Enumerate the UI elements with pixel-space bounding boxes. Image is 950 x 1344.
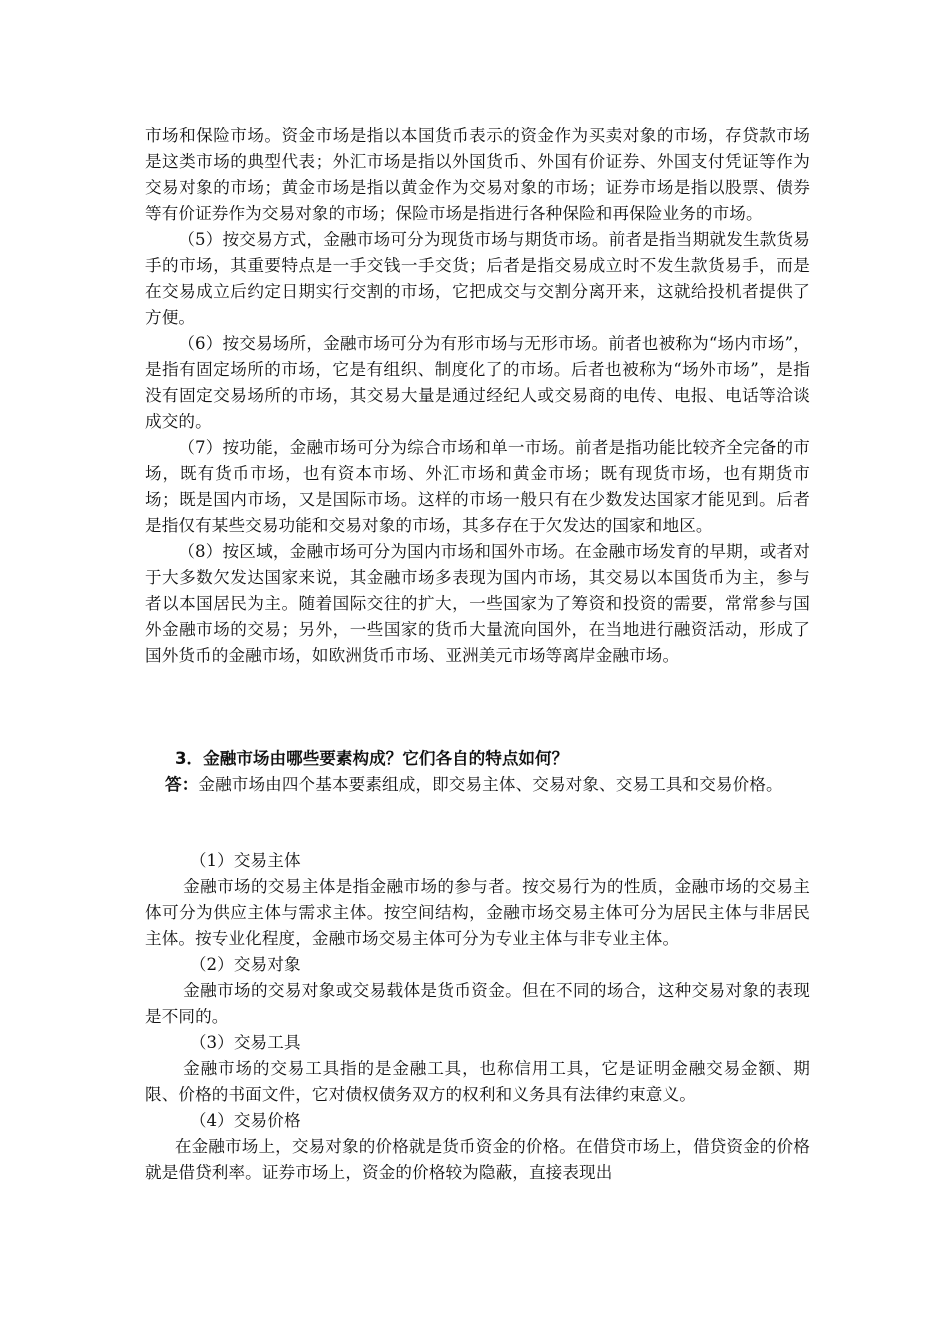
element-heading-object: （2）交易对象 bbox=[189, 955, 301, 974]
element-body-subject: 金融市场的交易主体是指金融市场的参与者。按交易行为的性质，金融市场的交易主体可分为供应主体与需求主体。按空间结构，金融市场交易主体可分为居民主体与非居民主体。按专业化程度，金融市场交易主体可分为专业主体与非专业主体。 bbox=[145, 877, 810, 948]
question-section bbox=[145, 746, 810, 807]
classification-paragraph-8: （8）按区域，金融市场可分为国内市场和国外市场。在金融市场发育的早期，或者对于大多数欠发达国家来说，其金融市场多表现为国内市场，其交易以本国货币为主，参与者以本国居民为主。随着国际交往的扩大，一些国家为了筹资和投资的需要，常常参与国外金融市场的交易；另外，一些国家的货币大量流向国外，在当地进行融资活动，形成了国外货币的金融市场，如欧洲货币市场、亚洲美元市场等离岸金融市场。 bbox=[145, 542, 810, 665]
element-body-object: 金融市场的交易对象或交易载体是货币资金。但在不同的场合，这种交易对象的表现是不同的。 bbox=[145, 981, 810, 1026]
element-heading-instrument: （3）交易工具 bbox=[189, 1033, 301, 1052]
intro-paragraph: 市场和保险市场。资金市场是指以本国货币表示的资金作为买卖对象的市场，存贷款市场是这类市场的典型代表；外汇市场是指以外国货币、外国有价证券、外国支付凭证等作为交易对象的市场；黄金市场是指以黄金作为交易对象的市场；证券市场是指以股票、债券等有价证券作为交易对象的市场；保险市场是指进行各种保险和再保险业务的市场。 bbox=[145, 126, 810, 223]
elements-section bbox=[145, 848, 810, 1186]
element-body-instrument: 金融市场的交易工具指的是金融工具，也称信用工具，它是证明金融交易金额、期限、价格的书面文件，它对债权债务双方的权利和义务具有法律约束意义。 bbox=[145, 1059, 810, 1104]
classification-paragraph-6: （6）按交易场所，金融市场可分为有形市场与无形市场。前者也被称为“场内市场”，是指有固定场所的市场，它是有组织、制度化了的市场。后者也被称为“场外市场”，是指没有固定交易场所的市场，其交易大量是通过经纪人或交易商的电传、电报、电话等洽谈成交的。 bbox=[145, 334, 810, 431]
question-title: 3．金融市场由哪些要素构成？它们各自的特点如何？ bbox=[175, 749, 569, 768]
classification-paragraph-7: （7）按功能，金融市场可分为综合市场和单一市场。前者是指功能比较齐全完备的市场，既有货币市场，也有资本市场、外汇市场和黄金市场；既有现货市场，也有期货市场；既是国内市场，又是国际市场。这样的市场一般只有在少数发达国家才能见到。后者是指仅有某些交易功能和交易对象的市场，其多存在于欠发达的国家和地区。 bbox=[145, 438, 810, 535]
classification-paragraph-5: （5）按交易方式，金融市场可分为现货市场与期货市场。前者是指当期就发生款货易手的市场，其重要特点是一手交钱一手交货；后者是指交易成立时不发生款货易手，而是在交易成立后约定日期实行交割的市场，它把成交与交割分离开来，这就给投机者提供了方便。 bbox=[145, 230, 810, 327]
answer-text: 金融市场由四个基本要素组成，即交易主体、交易对象、交易工具和交易价格。 bbox=[198, 775, 783, 794]
answer-paragraph bbox=[145, 763, 810, 807]
answer-label: 答： bbox=[165, 775, 199, 794]
classification-section bbox=[145, 123, 810, 669]
element-body-price: 在金融市场上，交易对象的价格就是货币资金的价格。在借贷市场上，借贷资金的价格就是借贷利率。证券市场上，资金的价格较为隐蔽，直接表现出 bbox=[145, 1137, 810, 1182]
element-heading-price: （4）交易价格 bbox=[189, 1111, 301, 1130]
element-heading-subject: （1）交易主体 bbox=[189, 851, 301, 870]
